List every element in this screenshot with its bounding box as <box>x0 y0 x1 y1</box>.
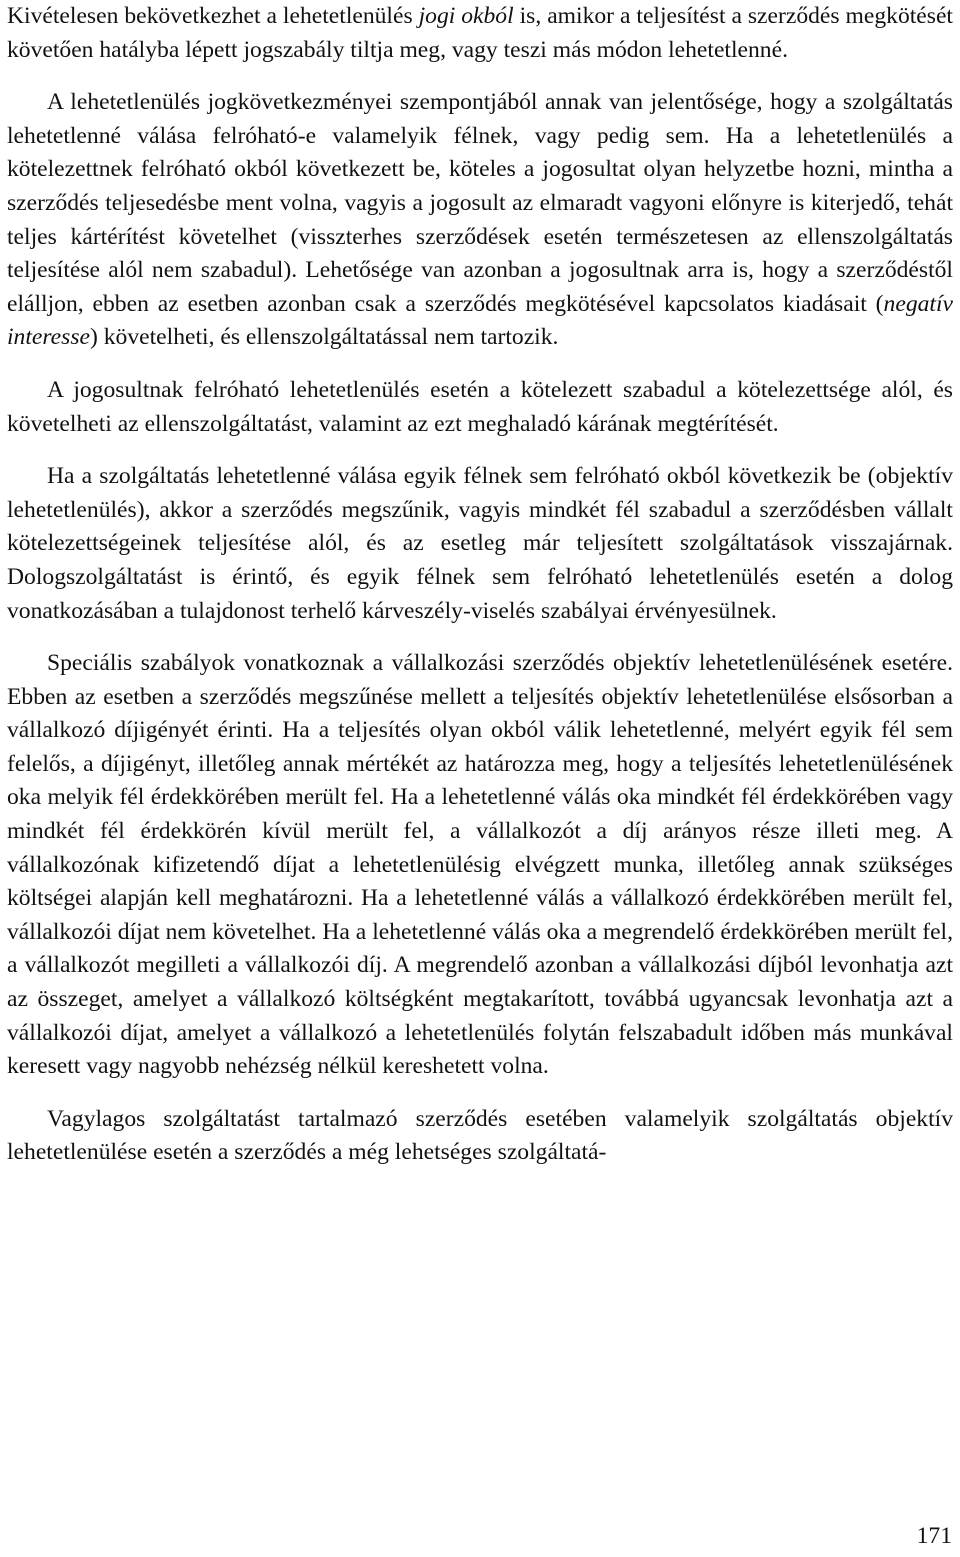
paragraph-legal-consequences <box>7 86 953 355</box>
paragraph-alternative-performance <box>7 1103 953 1170</box>
paragraph-objective-impossibility <box>7 460 953 628</box>
paragraph-text: Ha a szolgáltatás lehetetlenné válása egyik félnek sem felróható okból következik be (objektív lehetetlenülés), akkor a szerződés megszűnik, vagyis mindkét fél szabadul a szerződésben vállalt kötelezettségeinek teljesítése alól, és az esetleg már teljesített szolgáltatások visszajárnak. Dologszolgáltatást is érintő, és egyik félnek sem felróható lehetetlenülés esetén a dolog vonatkozásában a tulajdonost terhelő kárveszély-viselés szabályai érvényesülnek. <box>7 463 953 624</box>
paragraph-legal-impossibility <box>7 0 953 67</box>
italic-term: jogi okból <box>418 3 514 29</box>
paragraph-text: A lehetetlenülés jogkövetkezményei szempontjából annak van jelentősége, hogy a szolgáltatás lehetetlenné válása felróható-e valamelyik félnek, vagy pedig sem. Ha a lehetetlenülés a kötelezettnek felróható okból következett be, köteles a jogosultat olyan helyzetbe hozni, mintha a szerződés teljesedésbe ment volna, vagyis a jogosult az elmaradt vagyoni előnyre is kiterjedő, tehát teljes kártérítést követelhet (visszterhes szerződések esetén természetesen az ellenszolgáltatás teljesítése alól nem szabadul). Lehetősége van azonban a jogosultnak arra is, hogy a szerződéstől elálljon, ebben az esetben azonban csak a szerződés megkötésével kapcsolatos kiadásait ( <box>7 89 953 317</box>
page-number: 171 <box>916 1523 952 1549</box>
document-page <box>7 0 953 1189</box>
paragraph-text: A jogosultnak felróható lehetetlenülés esetén a kötelezett szabadul a kötelezettsége alól, és követelheti az ellenszolgáltatást, valamint az ezt meghaladó kárának megtérítését. <box>7 376 953 437</box>
italic-term: negatív interesse <box>7 290 953 351</box>
paragraph-obligee-fault <box>7 374 953 441</box>
paragraph-text: is, amikor a teljesítést a szerződés megkötését követően hatályba lépett jogszabály tiltja meg, vagy teszi más módon lehetetlenné. <box>7 3 953 63</box>
paragraph-text: Kivételesen bekövetkezhet a lehetetlenülés <box>7 3 419 29</box>
paragraph-contract-for-work <box>7 647 953 1084</box>
paragraph-text: Vagylagos szolgáltatást tartalmazó szerződés esetében valamelyik szolgáltatás objektív lehetetlenülése esetén a szerződés a még lehetséges szolgáltatá- <box>7 1105 953 1166</box>
paragraph-text: ) követelheti, és ellenszolgáltatással nem tartozik. <box>90 324 559 351</box>
paragraph-text: Speciális szabályok vonatkoznak a vállalkozási szerződés objektív lehetetlenülésének esetére. Ebben az esetben a szerződés megszűnése mellett a teljesítés objektív lehetetlenülése elsősorban a vállalkozó díjigényét érinti. Ha a teljesítés olyan okból válik lehetetlenné, melyért egyik fél sem felelős, a díjigényt, illetőleg annak mértékét az határozza meg, hogy a teljesítés lehetetlenülésének oka melyik fél érdekkörében merült fel. Ha a lehetetlenné válás oka mindkét fél érdekkörében vagy mindkét fél érdekkörén kívül merült fel, a vállalkozót a díj arányos része illeti meg. A vállalkozónak kifizetendő díjat a lehetetlenülésig elvégzett munka, illetőleg annak szükséges költségei alapján kell meghatározni. Ha a lehetetlenné válás a vállalkozó érdekkörében merült fel, vállalkozói díjat nem követelhet. Ha a lehetetlenné válás oka a megrendelő érdekkörében merült fel, a vállalkozót megilleti a vállalkozói díj. A megrendelő azonban a vállalkozási díjból levonhatja azt az összeget, amelyet a vállalkozó költségként megtakarított, továbbá ugyancsak levonhatja azt a vállalkozói díjat, amelyet a vállalkozó a lehetetlenülés folytán felszabadult időben más munkával keresett vagy nagyobb nehézség nélkül kereshetett volna. <box>7 650 953 1080</box>
